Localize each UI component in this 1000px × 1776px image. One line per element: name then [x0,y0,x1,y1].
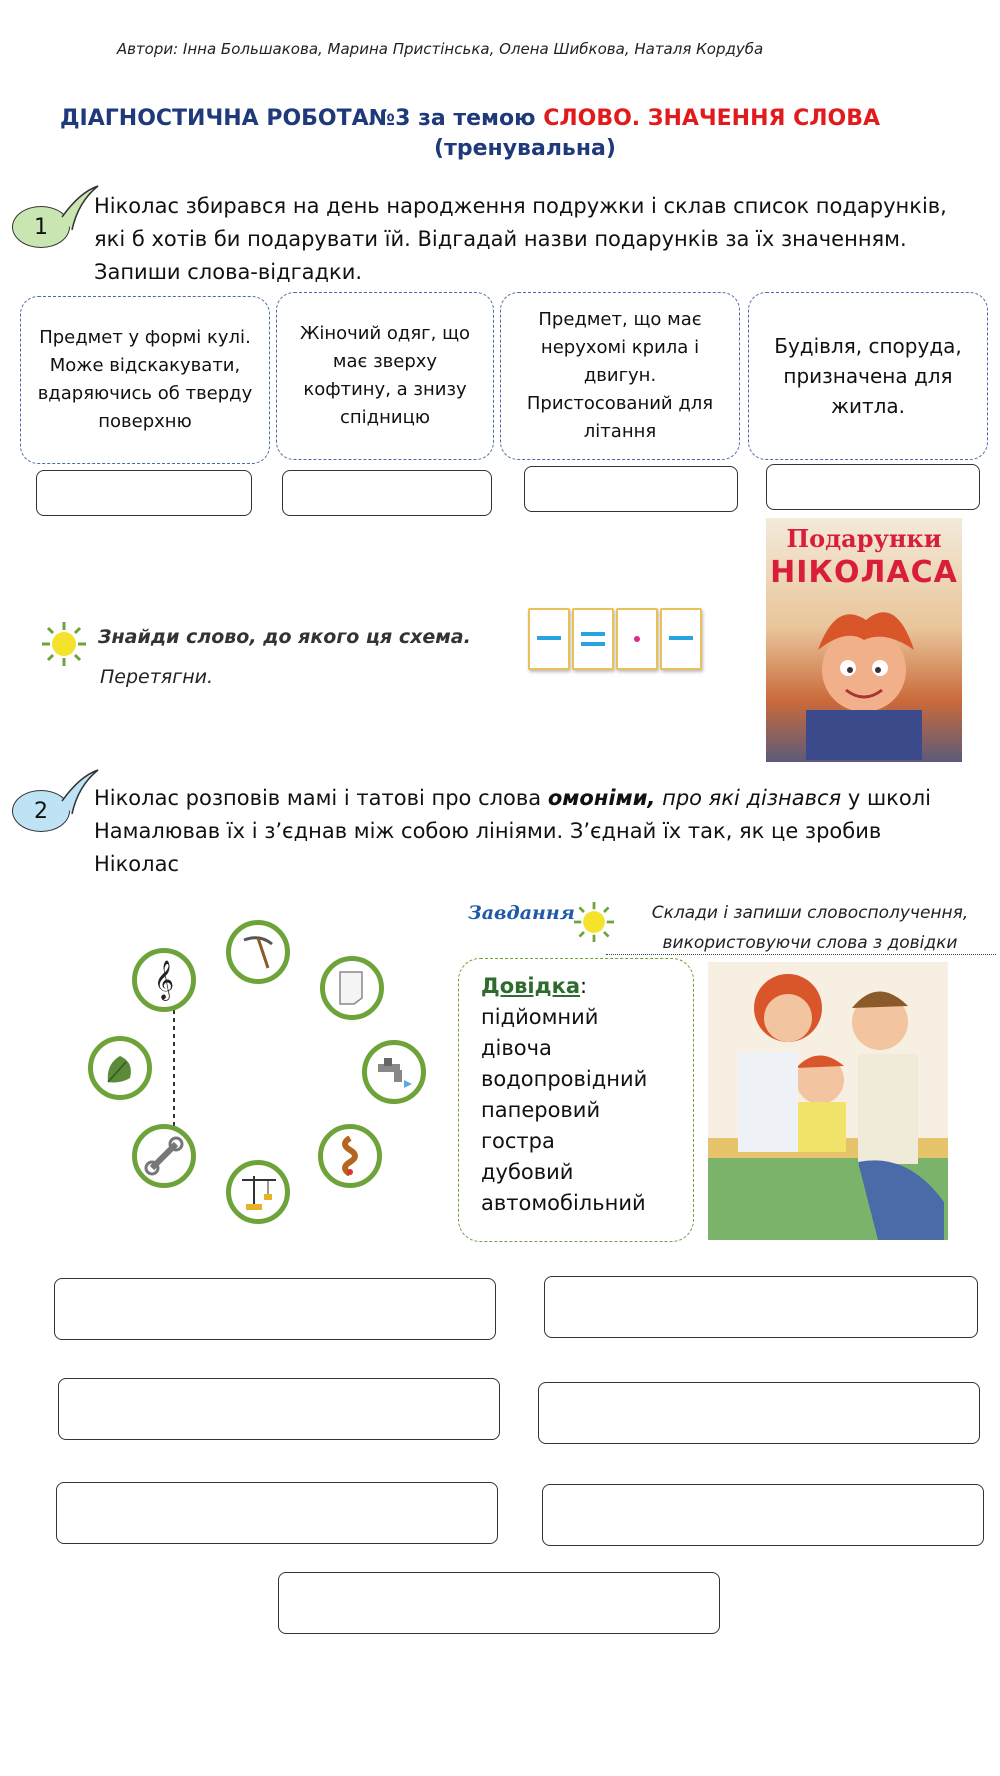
task2-text-italic: про які дізнався [655,786,842,810]
subtitle: (тренувальна) [434,136,616,161]
reference-box: Довідка: підйомний дівоча водопровідний паперовий гостра дубовий автомобільний [458,958,694,1242]
sun-icon [42,622,86,666]
phrase-input-5[interactable] [56,1482,498,1544]
paper-icon[interactable] [320,956,384,1020]
definition-card-3: Предмет, що має нерухомі крила і двигун. Пристосований для літання [500,292,740,460]
task2-text-homonyms: омоніми, [547,786,656,810]
reference-word[interactable]: підйомний [481,1005,599,1029]
definition-card-4: Будівля, споруда, призначена для житла. [748,292,988,460]
book-title-line2: НІКОЛАСА [770,555,958,590]
book-cover-image [766,518,962,762]
task2-number: 2 [12,790,70,832]
reference-word[interactable]: гостра [481,1129,555,1153]
scheme-connecting-vowel [616,608,658,670]
phrase-input-7[interactable] [278,1572,720,1634]
phrase-input-3[interactable] [58,1378,500,1440]
scheme-root [572,608,614,670]
faucet-icon[interactable] [362,1040,426,1104]
definition-card-1: Предмет у формі кулі. Може відскакувати, вдаряючись об тверду поверхню [20,296,270,464]
nicholas-illustration [766,590,962,760]
phrase-input-1[interactable] [54,1278,496,1340]
scythe-icon[interactable] [226,920,290,984]
scheme-root-2 [660,608,702,670]
wrench-icon[interactable] [132,1124,196,1188]
answer-input-2[interactable] [282,470,492,516]
title-topic: СЛОВО. ЗНАЧЕННЯ СЛОВА [543,106,881,131]
reference-title: Довідка [481,974,581,998]
crane-icon[interactable] [226,1160,290,1224]
answer-input-4[interactable] [766,464,980,510]
oak-leaf-icon[interactable] [88,1036,152,1100]
task2-text-part2: у школі Намалював їх і з’єднав між собою лініями. З’єднай їх так, як це зробив Ніколас [94,786,931,876]
reference-word[interactable]: автомобільний [481,1191,646,1215]
phrase-input-2[interactable] [544,1276,978,1338]
reference-word[interactable]: дубовий [481,1160,574,1184]
authors: Автори: Інна Большакова, Марина Пристінська, Олена Шибкова, Наталя Кордуба [116,40,764,58]
book-title-line1: Подарунки [786,524,942,553]
reference-word[interactable]: дівоча [481,1036,552,1060]
task2-text [94,782,964,881]
divider [606,954,996,955]
page-title [0,104,940,164]
word-scheme[interactable] [528,608,702,670]
scheme-hint-drag: Перетягни. [100,666,214,688]
task2-text-part1: Ніколас розповів мамі і татові про слова [94,786,548,810]
definition-card-2: Жіночий одяг, що має зверху кофтину, а знизу спідницю [276,292,494,460]
zavdannya-label: Завдання [468,902,575,924]
task1-number: 1 [12,206,70,248]
answer-input-3[interactable] [524,466,738,512]
title-part1: ДІАГНОСТИЧНА РОБОТА№3 за темою [59,106,544,131]
phrase-input-6[interactable] [542,1484,984,1546]
reference-word[interactable]: водопровідний [481,1067,648,1091]
task1-text: Ніколас збирався на день народження подружки і склав список подарунків, які б хотів би подарувати їй. Відгадай назви подарунків за їх значенням. Запиши слова-відгадки. [94,194,947,284]
sun-icon [574,902,614,942]
treble-clef-icon[interactable]: 𝄞 [132,948,196,1012]
family-illustration [708,962,948,1240]
scheme-prefix [528,608,570,670]
scheme-hint: Знайди слово, до якого ця схема. [98,626,471,648]
phrase-input-4[interactable] [538,1382,980,1444]
zavdannya-text: Склади і запиши словосполучення, використовуючи слова з довідки [651,903,969,953]
answer-input-1[interactable] [36,470,252,516]
braid-icon[interactable] [318,1124,382,1188]
reference-word[interactable]: паперовий [481,1098,601,1122]
